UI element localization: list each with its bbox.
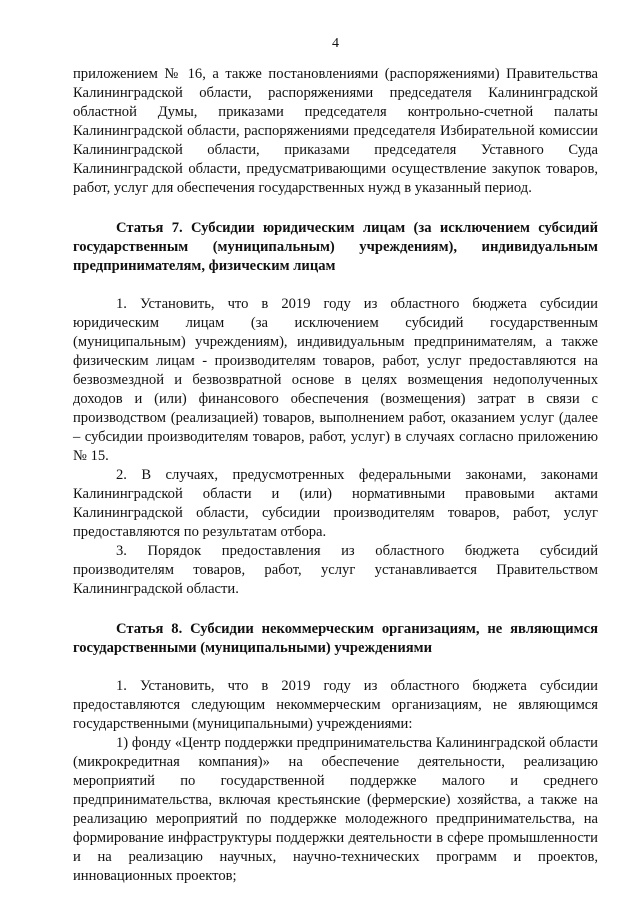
- intro-paragraph: приложением № 16, а также постановлениями (распоряжениями) Правительства Калининградской области, распоряжениями председателя Калининградской областной Думы, приказами председателя контрольно-счетной палаты Калининградской области, распоряжениями председателя Избирательной комиссии Калининградской области, приказами председателя Уставного Суда Калининградской области, предусматривающими осуществление закупок товаров, работ, услуг для обеспечения государственных нужд в указанный период.: [73, 66, 598, 196]
- article-8-heading: Статья 8. Субсидии некоммерческим организациям, не являющимся государственными (муниципальными) учреждениями: [73, 621, 598, 656]
- article-7-paragraph-1: 1. Установить, что в 2019 году из областного бюджета субсидии юридическим лицам (за исключением субсидий государственным (муниципальным) учреждениям), индивидуальным предпринимателям, а также физическим лицам - производителям товаров, работ, услуг предоставляются на безвозмездной и безвозвратной основе в целях возмещения недополученных доходов и (или) финансового обеспечения (возмещения) затрат в связи с производством (реализацией) товаров, выполнением работ, оказанием услуг (далее – субсидии производителям товаров, работ, услуг) в случаях согласно приложению № 15.: [73, 296, 598, 464]
- article-7-heading: Статья 7. Субсидии юридическим лицам (за исключением субсидий государственным (муниципальным) учреждениям), индивидуальным предпринимателям, физическим лицам: [73, 220, 598, 274]
- article-8-item-1: 1) фонду «Центр поддержки предпринимательства Калининградской области (микрокредитная компания)» на обеспечение деятельности, реализацию мероприятий по государственной поддержке малого и среднего предпринимательства, включая крестьянские (фермерские) хозяйства, а также на реализацию мероприятий по поддержке молодежного предпринимательства, на формирование инфраструктуры поддержки деятельности в сфере промышленности и на реализацию научных, научно-технических программ и проектов, инновационных проектов;: [73, 735, 598, 884]
- page-number: 4: [332, 36, 339, 51]
- article-8-paragraph-1: 1. Установить, что в 2019 году из областного бюджета субсидии предоставляются следующим некоммерческим организациям, не являющимся государственными (муниципальными) учреждениями:: [73, 678, 598, 732]
- article-7-paragraph-2: 2. В случаях, предусмотренных федеральными законами, законами Калининградской области и (или) нормативными правовыми актами Калининградской области, субсидии производителям товаров, работ, услуг предоставляются по результатам отбора.: [73, 467, 598, 540]
- article-7-paragraph-3: 3. Порядок предоставления из областного бюджета субсидий производителям товаров, работ, услуг устанавливается Правительством Калининградской области.: [73, 543, 598, 597]
